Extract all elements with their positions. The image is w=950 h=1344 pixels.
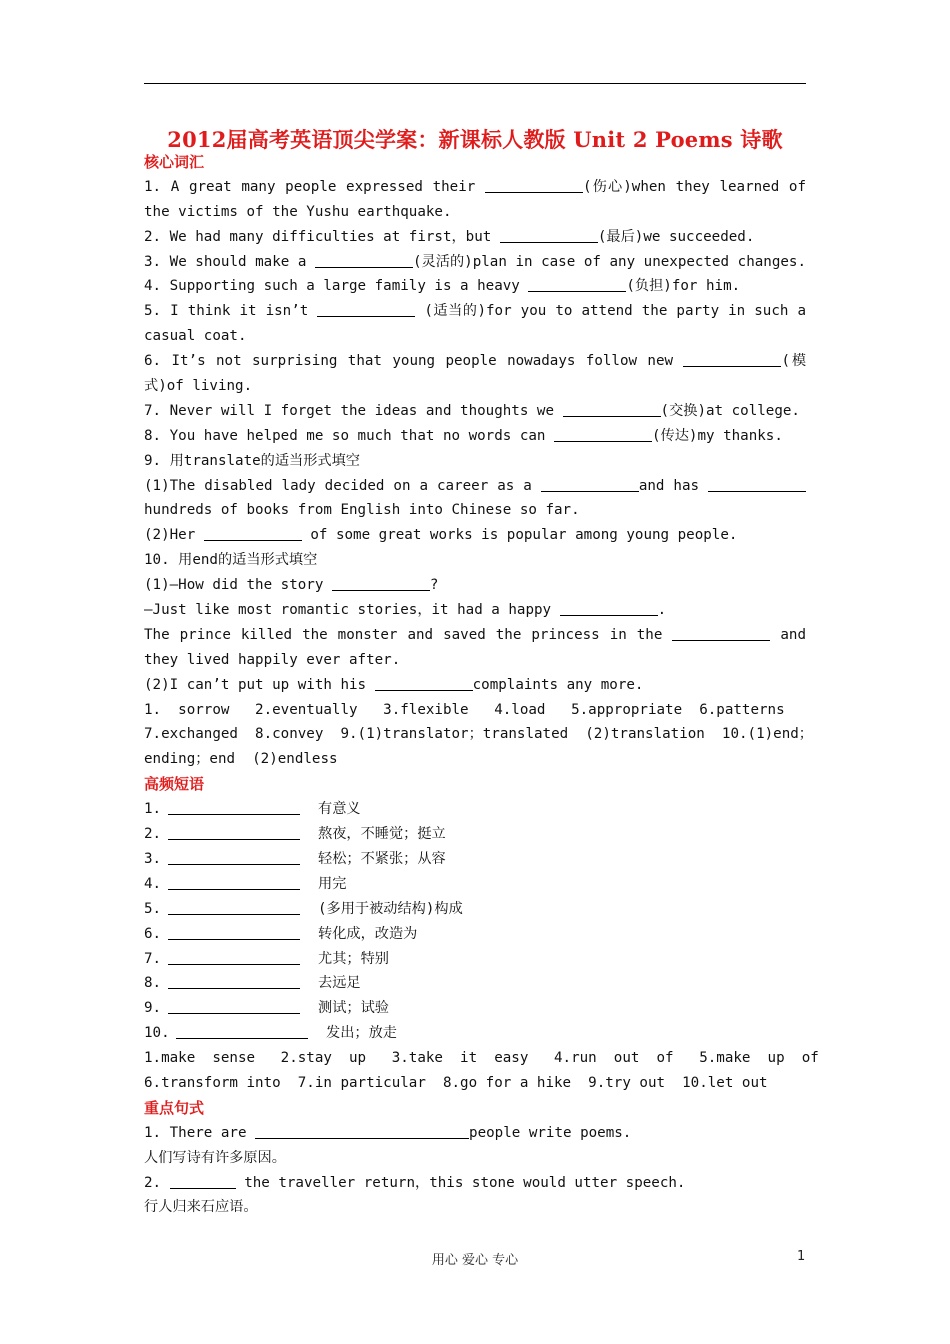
phrase-item: 3. 轻松；不紧张；从容 <box>144 850 446 867</box>
footer-motto: 用心 爱心 专心 <box>431 1253 519 1268</box>
phrase-item: 9. 测试；试验 <box>144 1000 389 1017</box>
vocab-item-9-1: (1)The disabled lady decided on a career as a and has <box>144 474 806 499</box>
vocab-item-10-1-reply: —Just like most romantic stories，it had a happy . <box>144 602 667 619</box>
sentence-item-2: 2. the traveller return，this stone would utter speech. <box>144 1174 686 1191</box>
fill-blank <box>168 800 300 815</box>
sentence-item-1-translation: 人们写诗有许多原因。 <box>144 1149 286 1166</box>
vocab-item-8: 8. You have helped me so much that no words can (传达)my thanks. <box>144 427 783 444</box>
vocab-item-10-1-cont2: they lived happily ever after. <box>144 651 401 668</box>
vocab-item-2: 2. We had many difficulties at first，but (最后)we succeeded. <box>144 228 755 245</box>
vocab-item-9-2: (2)Her of some great works is popular among young people. <box>144 527 738 544</box>
fill-blank <box>332 576 430 591</box>
fill-blank <box>315 253 413 268</box>
vocab-answers-1: 1. sorrow 2.eventually 3.flexible 4.load 5.appropriate 6.patterns <box>144 701 785 718</box>
phrase-item: 6. 转化成，改造为 <box>144 925 418 942</box>
fill-blank <box>176 1024 308 1039</box>
phrase-item: 8. 去远足 <box>144 975 361 992</box>
vocab-item-9-1-cont: hundreds of books from English into Chinese so far. <box>144 502 580 519</box>
fill-blank <box>255 1124 469 1139</box>
document-body <box>144 150 819 1220</box>
fill-blank <box>168 850 300 865</box>
vocab-item-10-1-cont: The prince killed the monster and saved the princess in the and <box>144 626 806 643</box>
vocab-item-4: 4. Supporting such a large family is a heavy (负担)for him. <box>144 278 741 295</box>
vocab-item-5: 5. I think it isn’t (适当的)for you to attend the party in such a <box>144 303 807 320</box>
phrase-item: 2. 熬夜，不睡觉；挺立 <box>144 826 446 843</box>
vocab-item-3: 3. We should make a (灵活的)plan in case of any unexpected changes. <box>144 253 806 270</box>
fill-blank <box>204 526 302 541</box>
section-heading-key-sentences: 重点句式 <box>144 1098 205 1117</box>
vocab-item-10: 10. 用end的适当形式填空 <box>144 552 318 569</box>
fill-blank <box>708 477 806 492</box>
fill-blank <box>375 676 473 691</box>
fill-blank <box>560 601 658 616</box>
document-title: 2012届高考英语顶尖学案：新课标人教版 Unit 2 Poems 诗歌 <box>167 127 783 152</box>
fill-blank <box>528 277 626 292</box>
header-rule <box>144 83 806 84</box>
fill-blank <box>168 950 300 965</box>
fill-blank <box>168 875 300 890</box>
fill-blank <box>683 352 781 367</box>
fill-blank <box>168 825 300 840</box>
fill-blank <box>168 974 300 989</box>
vocab-item-10-2: (2)I can’t put up with his complaints any more. <box>144 676 644 693</box>
section-heading-phrases: 高频短语 <box>144 775 205 794</box>
phrase-item: 10. 发出；放走 <box>144 1025 397 1042</box>
fill-blank <box>168 925 300 940</box>
vocab-item-6: 6. It’s not surprising that young people nowadays follow new (模 <box>144 353 807 370</box>
section-heading-core-vocabulary: 核心词汇 <box>144 153 205 171</box>
fill-blank <box>170 1174 236 1189</box>
sentence-item-2-translation: 行人归来石应语。 <box>144 1199 258 1216</box>
fill-blank <box>485 178 583 193</box>
fill-blank <box>500 228 598 243</box>
phrase-item: 7. 尤其；特别 <box>144 950 389 967</box>
phrase-answers-2: 6.transform into 7.in particular 8.go for a hike 9.try out 10.let out <box>144 1074 768 1091</box>
vocab-answers-2: 7.exchanged 8.convey 9.(1)translator；translated (2)translation 10.(1)end； <box>144 726 813 743</box>
fill-blank <box>168 900 300 915</box>
vocab-item-9: 9. 用translate的适当形式填空 <box>144 452 360 469</box>
vocab-item-1-cont: the victims of the Yushu earthquake. <box>144 203 452 220</box>
vocab-item-5-cont: casual coat. <box>144 328 247 345</box>
vocab-item-1: 1. A great many people expressed their (伤心)when they learned of <box>144 178 806 195</box>
vocab-item-7: 7. Never will I forget the ideas and thoughts we (交换)at college. <box>144 402 800 419</box>
fill-blank <box>541 477 639 492</box>
fill-blank <box>563 402 661 417</box>
sentence-item-1: 1. There are people write poems. <box>144 1124 632 1141</box>
vocab-item-6-cont: 式)of living. <box>144 378 253 395</box>
phrase-item: 4. 用完 <box>144 875 347 892</box>
phrase-item: 1. 有意义 <box>144 801 361 818</box>
page-number: 1 <box>797 1249 806 1264</box>
phrase-item: 5. (多用于被动结构)构成 <box>144 900 463 917</box>
fill-blank <box>168 999 300 1014</box>
fill-blank <box>672 626 770 641</box>
vocab-answers-3: ending；end (2)endless <box>144 751 338 768</box>
phrase-answers-1: 1.make sense 2.stay up 3.take it easy 4.run out of 5.make up of <box>144 1050 819 1067</box>
fill-blank <box>554 427 652 442</box>
vocab-item-10-1: (1)—How did the story ? <box>144 577 439 594</box>
fill-blank <box>317 302 415 317</box>
